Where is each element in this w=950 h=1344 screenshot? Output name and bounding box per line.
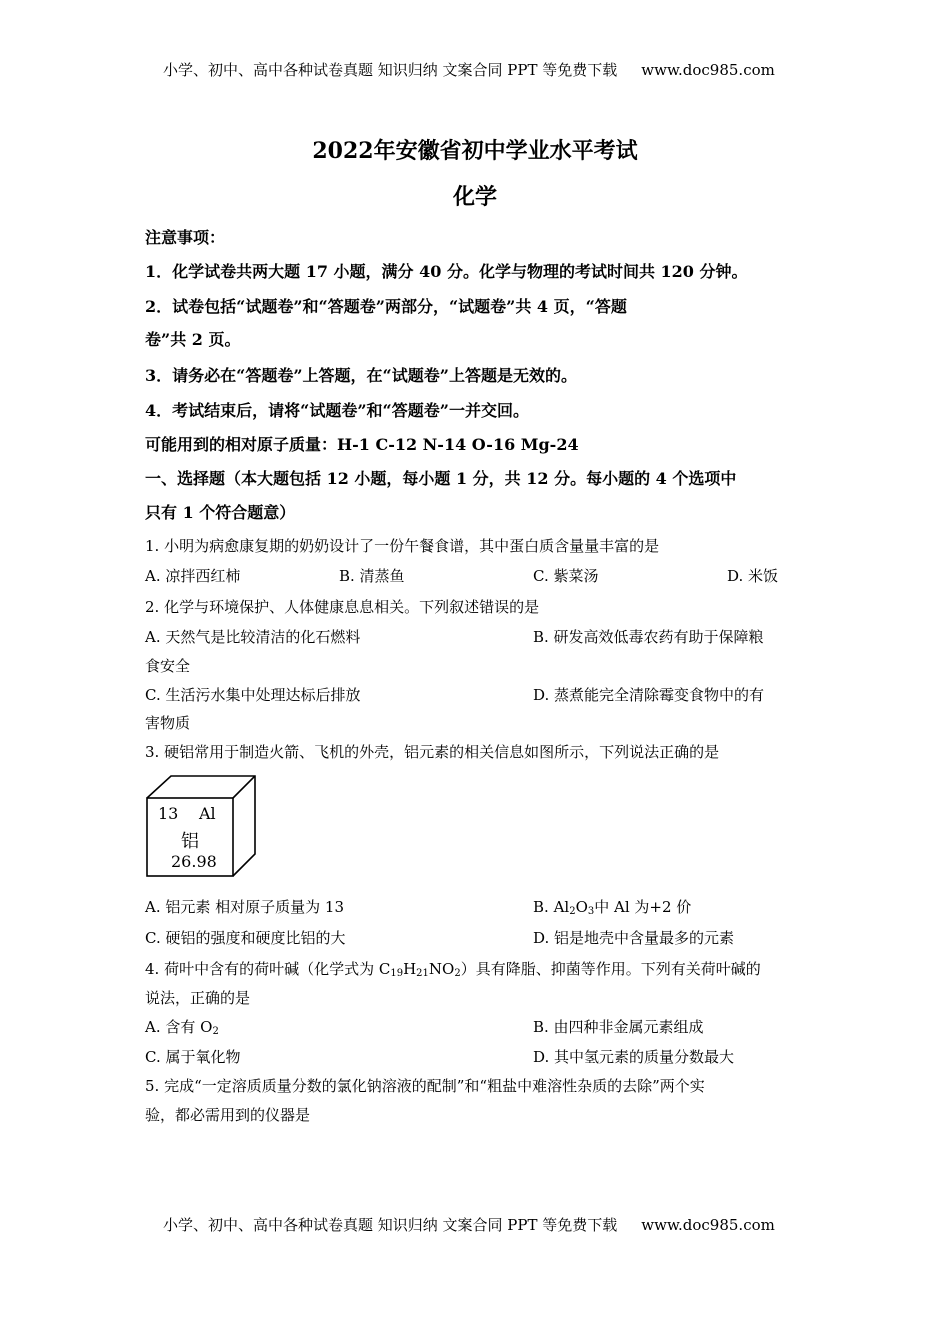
- q1-option-c: C. 紫菜汤: [533, 567, 599, 585]
- q5-stem-line2: 验，都必需用到的仪器是: [145, 1106, 311, 1124]
- element-atomic-number: 13: [158, 804, 179, 823]
- note-2b: 卷”共 2 页。: [145, 330, 241, 349]
- q2-option-d-line2: 害物质: [145, 714, 191, 732]
- q4-stem-line2: 说法，正确的是: [145, 989, 251, 1007]
- q1-option-a: A. 凉拌西红柿: [145, 567, 241, 585]
- note-2a: 2．试卷包括“试题卷”和“答题卷”两部分，“试题卷”共 4 页，“答题: [145, 297, 627, 316]
- q4-stem-line1: 4. 荷叶中含有的荷叶碱（化学式为 $C_{19}H_{21}NO_2$）具有降脂、抑菌等作用。下列有关荷叶碱的: [145, 960, 761, 979]
- q3-option-d: D. 铝是地壳中含量最多的元素: [533, 929, 735, 947]
- q4-option-d: D. 其中氢元素的质量分数最大: [533, 1048, 735, 1066]
- q4-option-c: C. 属于氧化物: [145, 1048, 241, 1066]
- page-footer: [163, 1214, 775, 1235]
- q3-stem: 3. 硬铝常用于制造火箭、飞机的外壳，铝元素的相关信息如图所示，下列说法正确的是: [145, 743, 720, 761]
- q1-stem: 1. 小明为病愈康复期的奶奶设计了一份午餐食谱，其中蛋白质含量量丰富的是: [145, 537, 660, 555]
- q2-stem: 2. 化学与环境保护、人体健康息息相关。下列叙述错误的是: [145, 598, 540, 616]
- q4-option-a: A. 含有 $O_2$: [145, 1018, 219, 1037]
- q3-option-a: A. 铝元素 相对原子质量为 13: [145, 898, 344, 916]
- section1-line2: 只有 1 个符合题意）: [145, 503, 296, 522]
- footer-url: www.doc985.com: [641, 1216, 775, 1234]
- exam-title: 2022年安徽省初中学业水平考试: [312, 138, 638, 164]
- element-symbol: Al: [199, 804, 216, 823]
- section1-line1: 一、选择题（本大题包括 12 小题，每小题 1 分，共 12 分。每小题的 4 个选项中: [145, 469, 737, 488]
- element-name: 铝: [181, 831, 199, 852]
- q2-option-b-line2: 食安全: [145, 657, 191, 675]
- header-url: www.doc985.com: [641, 61, 775, 79]
- header-text: 小学、初中、高中各种试卷真题 知识归纳 文案合同 PPT 等免费下载: [163, 61, 618, 79]
- q4-option-b: B. 由四种非金属元素组成: [533, 1018, 704, 1036]
- q3-option-c: C. 硬铝的强度和硬度比铝的大: [145, 929, 346, 947]
- q1-option-b: B. 清蒸鱼: [339, 567, 405, 585]
- page-header: [163, 59, 775, 80]
- q3-option-b: B. $Al_2O_3$中 Al 为+2 价: [533, 898, 692, 917]
- q2-option-b-line1: B. 研发高效低毒农药有助于保障粮: [533, 628, 764, 646]
- q2-option-d-line1: D. 蒸煮能完全清除霉变食物中的有: [533, 686, 765, 704]
- q1-option-d: D. 米饭: [727, 567, 779, 585]
- q2-option-a: A. 天然气是比较清洁的化石燃料: [145, 628, 361, 646]
- note-4: 4．考试结束后，请将“试题卷”和“答题卷”一并交回。: [145, 401, 529, 420]
- footer-text: 小学、初中、高中各种试卷真题 知识归纳 文案合同 PPT 等免费下载: [163, 1216, 618, 1234]
- element-atomic-mass: 26.98: [171, 852, 217, 871]
- q5-stem-line1: 5. 完成“一定溶质质量分数的氯化钠溶液的配制”和“粗盐中难溶性杂质的去除”两个实: [145, 1077, 705, 1095]
- note-1: 1．化学试卷共两大题 17 小题，满分 40 分。化学与物理的考试时间共 120 分钟。: [145, 262, 748, 281]
- notes-heading: 注意事项：: [145, 228, 226, 247]
- element-card-aluminum: [145, 774, 257, 880]
- atomic-masses: 可能用到的相对原子质量：H-1 C-12 N-14 O-16 Mg-24: [145, 435, 579, 454]
- q2-option-c: C. 生活污水集中处理达标后排放: [145, 686, 361, 704]
- note-3: 3．请务必在“答题卷”上答题，在“试题卷”上答题是无效的。: [145, 366, 577, 385]
- subject-title: 化学: [452, 184, 497, 210]
